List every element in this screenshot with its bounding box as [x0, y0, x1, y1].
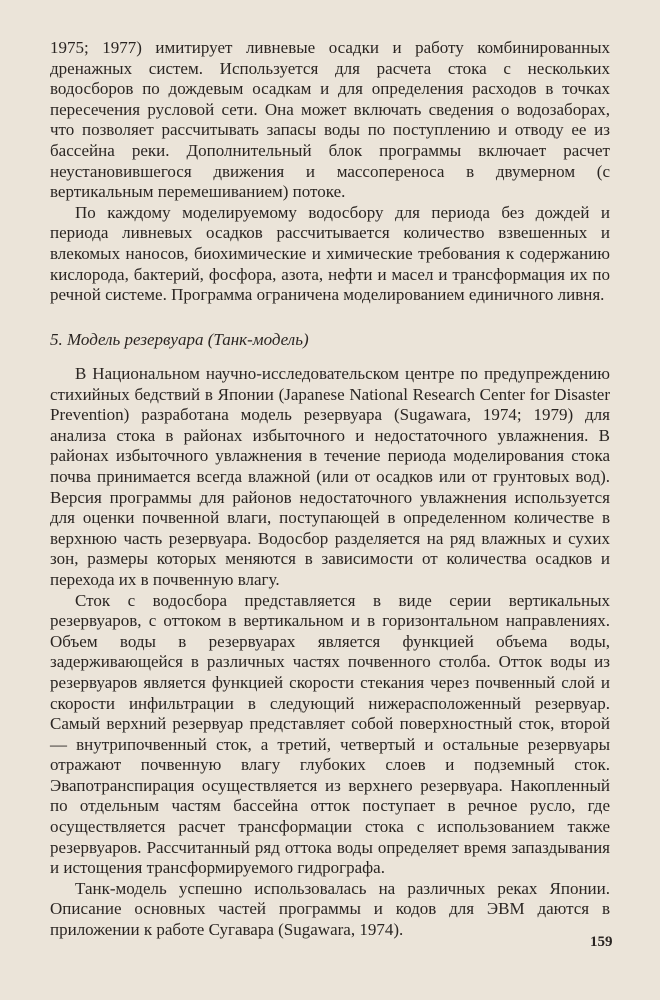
section-heading-tank-model: 5. Модель резервуара (Танк-модель) [50, 330, 309, 349]
paragraph-model-description: 1975; 1977) имитирует ливневые осадки и работу комбинированных дренажных систем. Используется для расчета стока с нескольких водосборов по дождевым осадкам и для определения расходов в точках пересечения русловой сети. Она может включать сведения о водозаборах, что позволяет рассчитывать запасы воды по поступлению и отводу ее из бассейна реки. Дополнительный блок программы включает расчет неустановившегося движения и массопереноса в двумерном (с вертикальным перемешиванием) потоке. [50, 38, 610, 202]
page-number: 159 [590, 934, 613, 950]
paragraph-tank-model-usage: Танк-модель успешно использовалась на различных реках Японии. Описание основных частей программы и кодов для ЭВМ даются в приложении к работе Сугавара (Sugawara, 1974). [50, 878, 610, 940]
section-4-continuation [50, 38, 610, 306]
section-5-body [50, 364, 610, 941]
paragraph-tank-model-origin: В Национальном научно-исследовательском центре по предупреждению стихийных бедствий в Японии (Japanese National Research Center for Disaster Prevention) разработана модель резервуара (Sugawara, 1974; 1979) для анализа стока в районах избыточного и недостаточного увлажнения. В районах избыточного увлажнения в течение периода моделирования стока почва принимается всегда влажной (или от осадков или от грунтовых вод). Версия программы для районов недостаточного увлажнения используется для оценки почвенной влаги, поступающей в определенном количестве в верхнюю часть резервуара. Водосбор разделяется на ряд влажных и сухих зон, размеры которых меняются в зависимости от количества осадков и перехода их в почвенную влагу. [50, 364, 610, 589]
paragraph-reservoir-series: Сток с водосбора представляется в виде серии вертикальных резервуаров, с оттоком в вертикальном и в горизонтальном направлениях. Объем воды в резервуарах является функцией объема воды, задерживающейся в различных частях почвенного столба. Отток воды из резервуаров является функцией скорости стекания через почвенный слой и скорости инфильтрации в следующий нижерасположенный резервуар. Самый верхний резервуар представляет собой поверхностный сток, второй — внутрипочвенный сток, а третий, четвертый и остальные резервуары отражают почвенную влагу глубоких слоев и подземный сток. Эвапотранспирация осуществляется из верхнего резервуара. Накопленный по отдельным частям бассейна отток поступает в речное русло, где осуществляется расчет трансформации стока с использованием также резервуаров. Рассчитанный ряд оттока воды определяет время запаздывания и истощения трансформируемого гидрографа. [50, 590, 610, 878]
paragraph-sediment-calculation: По каждому моделируемому водосбору для периода без дождей и периода ливневых осадков рассчитывается количество взвешенных и влекомых наносов, биохимические и химические требования к содержанию кислорода, бактерий, фосфора, азота, нефти и масел и трансформация их по речной системе. Программа ограничена моделированием единичного ливня. [50, 202, 610, 305]
